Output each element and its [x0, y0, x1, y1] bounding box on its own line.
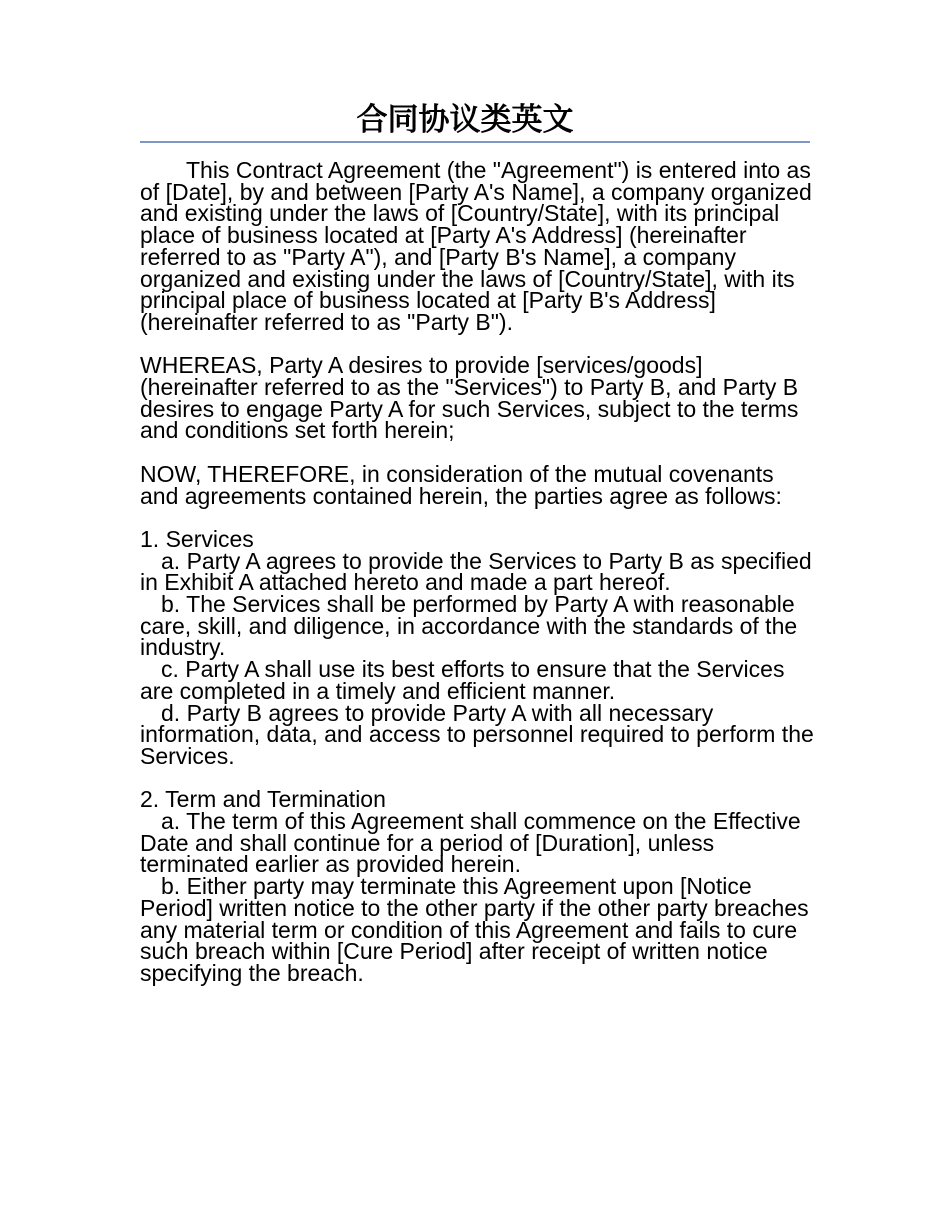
services-clause-d: d. Party B agrees to provide Party A with all necessary information, data, and access to personnel required to perform the Services. — [140, 699, 814, 769]
intro-paragraph: This Contract Agreement (the "Agreement") is entered into as of [Date], by and between [Party A's Name], a company organized and existing under the laws of [Country/State], with its principal place of business located at [Party A's Address] (hereinafter referred to as "Party A"), and [Party B's Name], a company organized and existing under the laws of [Country/State], with its principal place of business located at [Party B's Address] (hereinafter referred to as "Party B"). — [140, 157, 812, 335]
term-clause-a: a. The term of this Agreement shall commence on the Effective Date and shall continue for a period of [Duration], unless terminated earlier as provided herein. — [140, 808, 801, 878]
whereas-paragraph: WHEREAS, Party A desires to provide [services/goods] (hereinafter referred to as the "Services") to Party B, and Party B desires to engage Party A for such Services, subject to the terms and conditions set forth herein; — [140, 352, 799, 444]
now-therefore-paragraph: NOW, THEREFORE, in consideration of the mutual covenants and agreements contained herein, the parties agree as follows: — [140, 460, 782, 509]
section-heading-term-termination: 2. Term and Termination — [140, 786, 386, 813]
services-clause-b: b. The Services shall be performed by Party A with reasonable care, skill, and diligence, in accordance with the standards of the industry. — [140, 591, 798, 661]
services-clause-c: c. Party A shall use its best efforts to ensure that the Services are completed in a timely and efficient manner. — [140, 656, 785, 704]
document-title: 合同协议类英文 — [356, 102, 574, 138]
term-clause-b: b. Either party may terminate this Agreement upon [Notice Period] written notice to the other party if the other party breaches any material term or condition of this Agreement and fails to cure such breach within [Cure Period] after receipt of written notice specifying the breach. — [140, 873, 809, 986]
section-heading-services: 1. Services — [140, 525, 254, 552]
document-body — [140, 157, 815, 986]
services-clause-a: a. Party A agrees to provide the Services to Party B as specified in Exhibit A attached hereto and made a part hereof. — [140, 547, 812, 596]
title-block — [140, 100, 810, 143]
